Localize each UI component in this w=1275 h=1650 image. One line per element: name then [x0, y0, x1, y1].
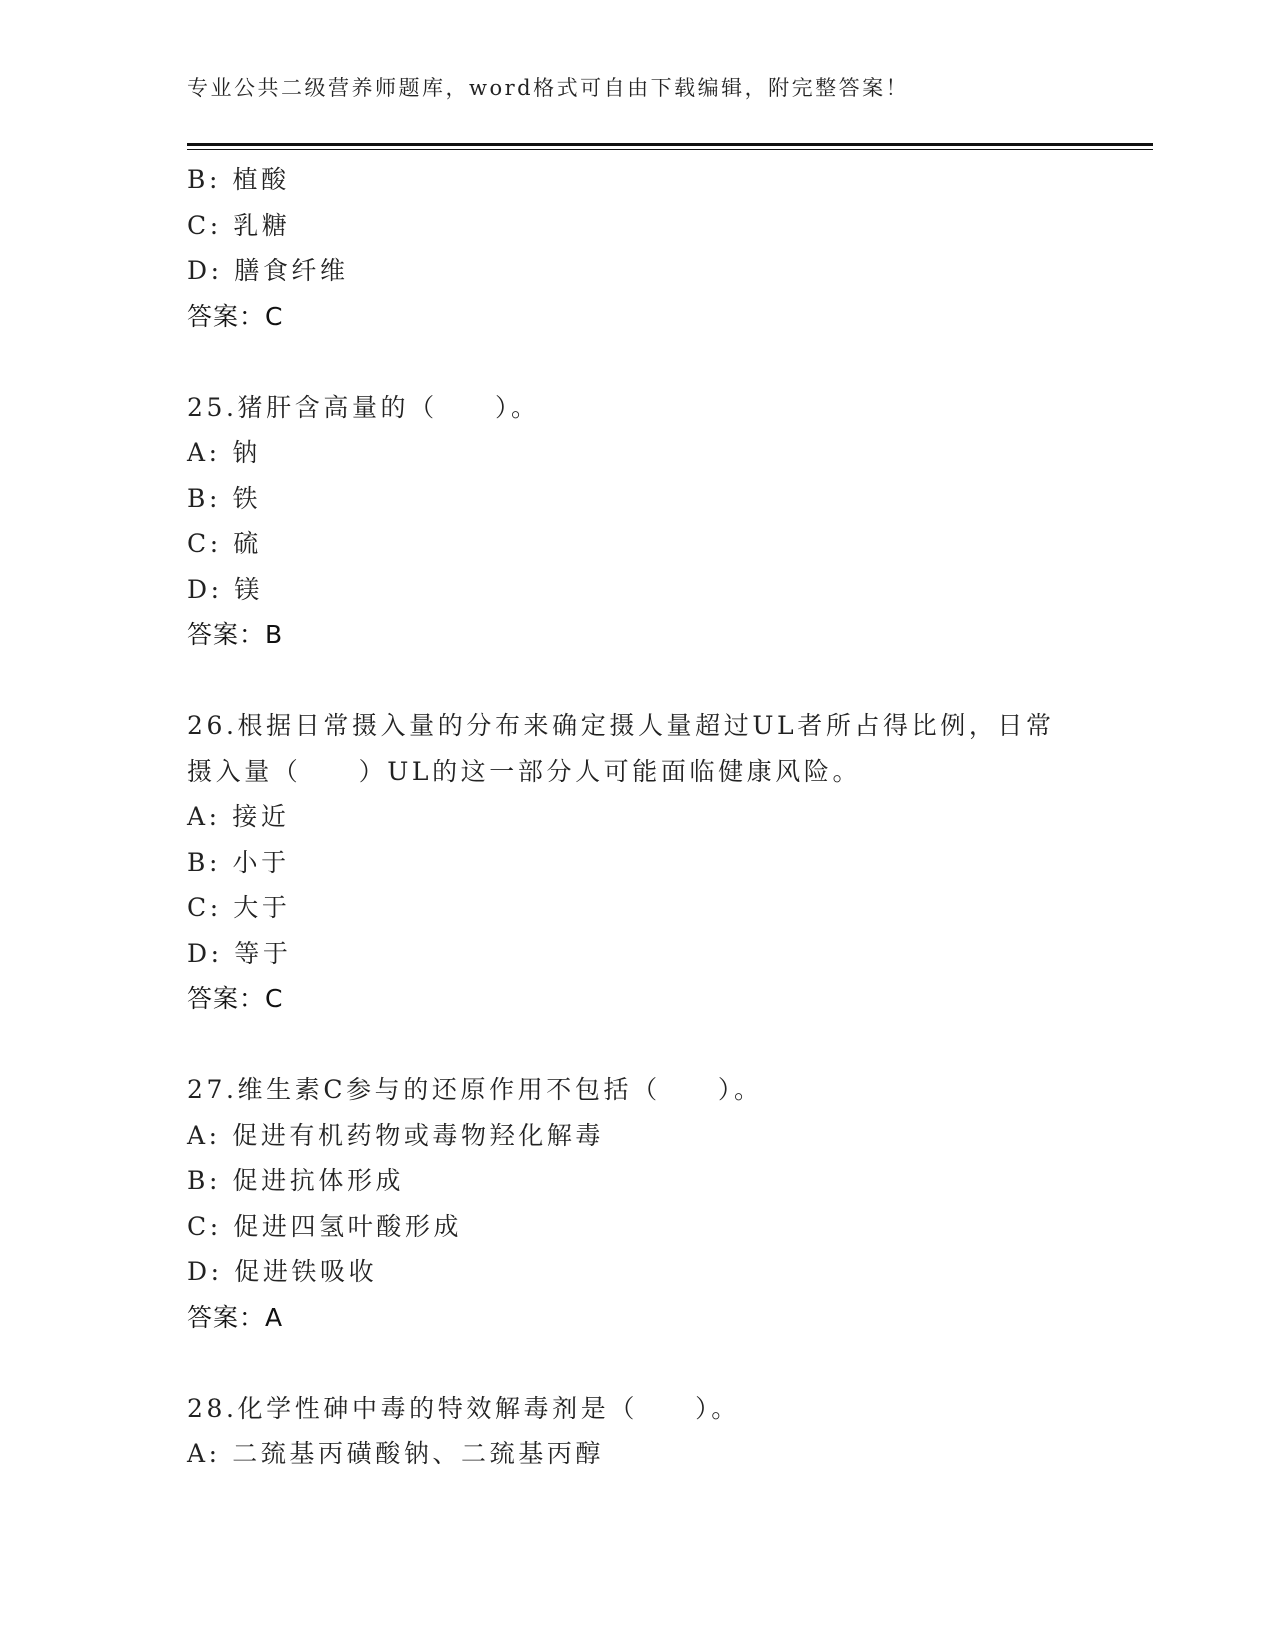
question-stem: 25.猪肝含高量的（ ）。	[187, 392, 540, 422]
spacer	[187, 658, 1087, 704]
header-rule-thick	[187, 143, 1153, 146]
answer-text: 答案：B	[187, 620, 284, 649]
header-rule-thin	[187, 149, 1153, 150]
option-b: B: 铁	[187, 483, 262, 513]
option-c: C: 硫	[187, 529, 262, 558]
spacer	[187, 339, 1087, 385]
page-header: 专业公共二级营养师题库，word格式可自由下载编辑，附完整答案！	[187, 76, 910, 100]
question-block-26	[187, 703, 1087, 1022]
option-b: B: 小于	[187, 847, 290, 877]
question-stem: 27.维生素C参与的还原作用不包括（ ）。	[187, 1075, 763, 1104]
option-d: D: 等于	[187, 938, 292, 968]
question-stem-line-2: 摄入量（ ）UL的这一部分人可能面临健康风险。	[187, 756, 862, 786]
option-d: D: 镁	[187, 574, 263, 604]
spacer	[187, 1340, 1087, 1386]
option-a: A: 钠	[187, 438, 261, 467]
question-block-24	[187, 157, 1087, 339]
option-c: C: 促进四氢叶酸形成	[187, 1211, 463, 1241]
question-stem-line-1: 26.根据日常摄入量的分布来确定摄人量超过UL者所占得比例，日常	[187, 711, 1055, 740]
answer-text: 答案：C	[187, 301, 284, 331]
option-b: B: 植酸	[187, 165, 290, 194]
option-c: C: 乳糖	[187, 210, 291, 240]
option-a: A: 接近	[187, 802, 290, 831]
question-block-28	[187, 1386, 1087, 1477]
spacer	[187, 1022, 1087, 1068]
option-b: B: 促进抗体形成	[187, 1166, 405, 1195]
answer-text: 答案：A	[187, 1302, 284, 1332]
answer-text: 答案：C	[187, 984, 284, 1013]
option-c: C: 大于	[187, 893, 291, 922]
question-block-25	[187, 385, 1087, 658]
question-stem: 28.化学性砷中毒的特效解毒剂是（ ）。	[187, 1393, 740, 1423]
question-list	[187, 157, 1087, 1477]
option-a: A: 二巯基丙磺酸钠、二巯基丙醇	[187, 1439, 605, 1468]
option-d: D: 膳食纤维	[187, 256, 349, 285]
question-block-27	[187, 1067, 1087, 1340]
option-a: A: 促进有机药物或毒物羟化解毒	[187, 1120, 605, 1150]
option-d: D: 促进铁吸收	[187, 1257, 378, 1286]
